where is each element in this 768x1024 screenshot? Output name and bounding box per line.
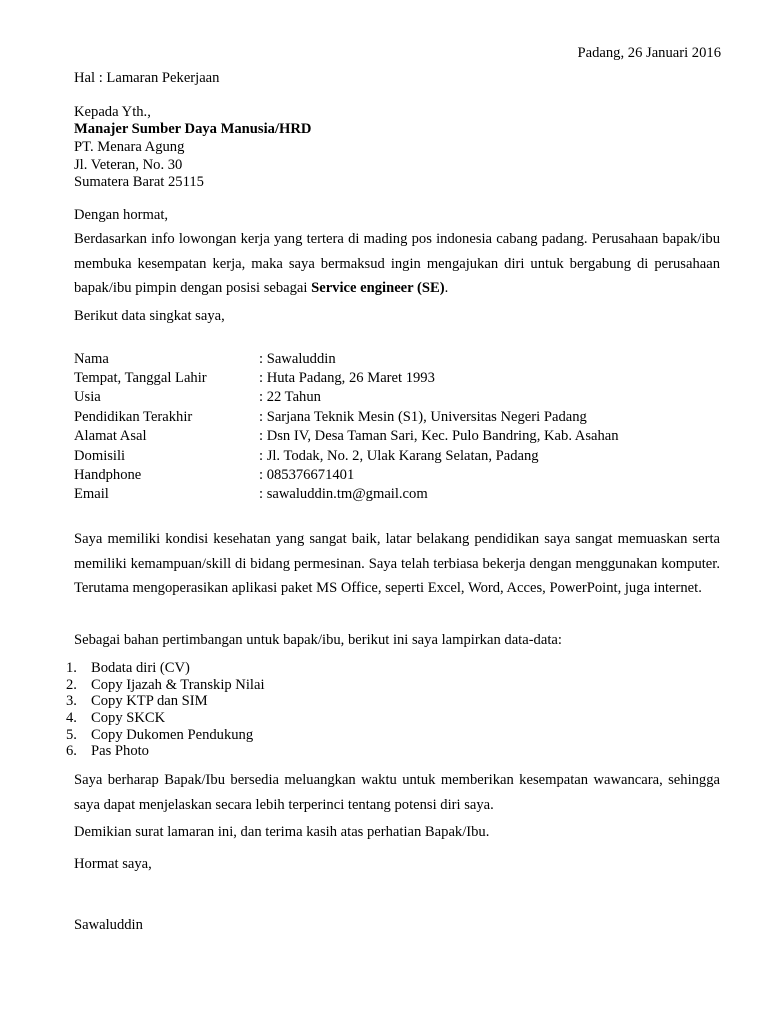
- personal-value: : 22 Tahun: [259, 389, 321, 405]
- intro-text: Berdasarkan info lowongan kerja yang tertera di mading pos indonesia cabang padang. Perusahaan bapak/ibu membuka kesempatan kerja, maka saya bermaksud ingin mengajukan diri untuk bergabung di perusahaan bapak/ibu pimpin dengan posisi sebagai: [74, 231, 720, 296]
- personal-value: : sawaluddin.tm@gmail.com: [259, 486, 428, 502]
- list-text: Pas Photo: [91, 743, 149, 759]
- list-text: Copy Dukomen Pendukung: [91, 727, 254, 743]
- intro-paragraph: [74, 227, 720, 301]
- personal-label: Alamat Asal: [74, 428, 147, 444]
- personal-value: : 085376671401: [259, 467, 355, 483]
- attachments-intro: Sebagai bahan pertimbangan untuk bapak/ibu, berikut ini saya lampirkan data-data:: [74, 632, 562, 648]
- date-line: Padang, 26 Januari 2016: [577, 45, 721, 61]
- signature-name: Sawaluddin: [74, 917, 143, 933]
- list-text: Copy SKCK: [91, 710, 166, 726]
- sign-off: Hormat saya,: [74, 856, 152, 872]
- list-text: Copy KTP dan SIM: [91, 693, 208, 709]
- salutation: Dengan hormat,: [74, 207, 169, 223]
- personal-value: : Jl. Todak, No. 2, Ulak Karang Selatan, Padang: [259, 448, 539, 464]
- personal-label: Nama: [74, 351, 109, 367]
- position-name: Service engineer (SE): [311, 280, 445, 296]
- personal-value: : Sawaluddin: [259, 351, 336, 367]
- personal-label: Domisili: [74, 448, 126, 464]
- intro-end: .: [444, 280, 449, 296]
- personal-label: Usia: [74, 389, 101, 405]
- list-text: Copy Ijazah & Transkip Nilai: [91, 677, 265, 693]
- list-number: 3.: [66, 693, 77, 709]
- list-text: Bodata diri (CV): [91, 660, 190, 676]
- hope-paragraph: Saya berharap Bapak/Ibu bersedia meluangkan waktu untuk memberikan kesempatan wawancara, sehingga saya dapat menjelaskan secara lebih terperinci tentang potensi diri saya.: [74, 772, 720, 813]
- data-intro: Berikut data singkat saya,: [74, 308, 225, 324]
- personal-label: Email: [74, 486, 109, 502]
- personal-label: Handphone: [74, 467, 142, 483]
- recipient-greeting: Kepada Yth.,: [74, 104, 151, 120]
- recipient-region: Sumatera Barat 25115: [74, 174, 204, 190]
- list-number: 1.: [66, 660, 77, 676]
- skills-paragraph: Saya memiliki kondisi kesehatan yang sangat baik, latar belakang pendidikan saya sangat memuaskan serta memiliki kemampuan/skill di bidang permesinan. Saya telah terbiasa bekerja dengan menggunakan komputer. Terutama mengoperasikan aplikasi paket MS Office, seperti Excel, Word, Acces, PowerPoint, juga internet.: [74, 531, 720, 596]
- list-number: 5.: [66, 727, 77, 743]
- personal-label: Tempat, Tanggal Lahir: [74, 370, 207, 386]
- list-number: 2.: [66, 677, 77, 693]
- personal-label: Pendidikan Terakhir: [74, 409, 193, 425]
- list-number: 6.: [66, 743, 77, 759]
- recipient-street: Jl. Veteran, No. 30: [74, 157, 183, 173]
- recipient-title: Manajer Sumber Daya Manusia/HRD: [74, 121, 312, 137]
- personal-value: : Huta Padang, 26 Maret 1993: [259, 370, 435, 386]
- personal-value: : Sarjana Teknik Mesin (S1), Universitas Negeri Padang: [259, 409, 587, 425]
- closing-paragraph: Demikian surat lamaran ini, dan terima kasih atas perhatian Bapak/Ibu.: [74, 824, 490, 840]
- subject-line: Hal : Lamaran Pekerjaan: [74, 70, 220, 86]
- list-number: 4.: [66, 710, 77, 726]
- personal-value: : Dsn IV, Desa Taman Sari, Kec. Pulo Bandring, Kab. Asahan: [259, 428, 619, 444]
- recipient-company: PT. Menara Agung: [74, 139, 185, 155]
